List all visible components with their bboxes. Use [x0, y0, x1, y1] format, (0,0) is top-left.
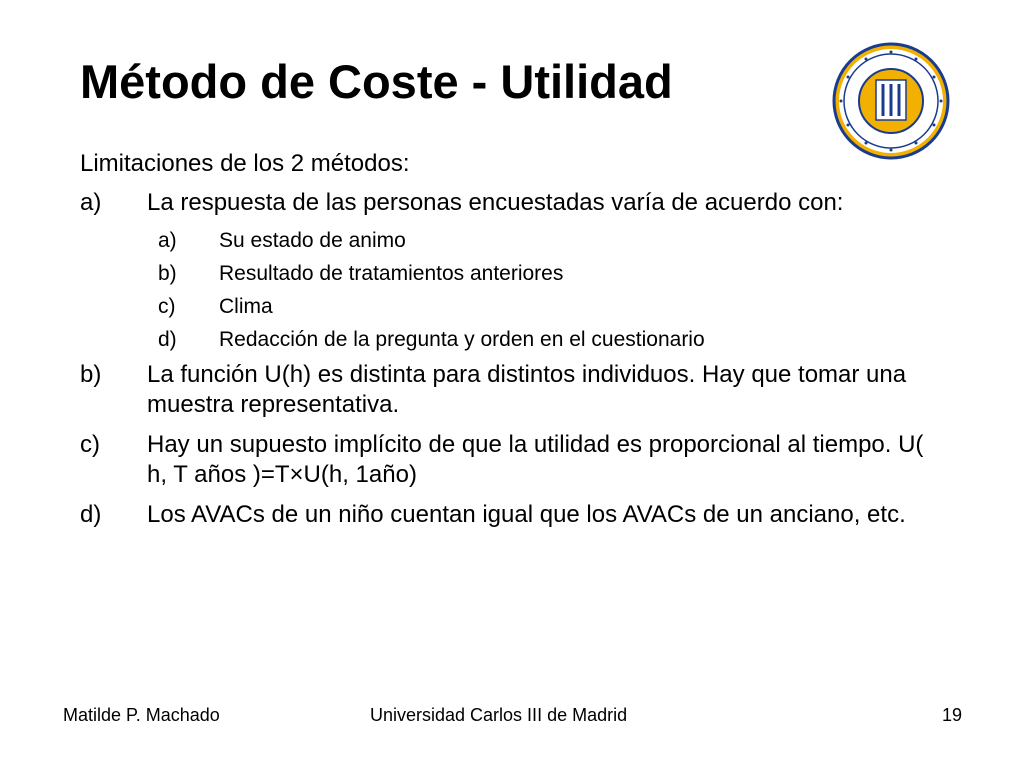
footer-page-number: 19: [941, 705, 962, 725]
slide-title: Método de Coste - Utilidad: [80, 55, 673, 108]
slide-body: [80, 150, 950, 540]
sublist-item-text: Redacción de la pregunta y orden en el cuestionario: [219, 328, 705, 351]
sublist-item-a: [158, 228, 950, 253]
sublist-marker: a): [158, 229, 177, 252]
list-item-text: La función U(h) es distinta para distintos individuos. Hay que tomar una muestra representativa.: [147, 361, 907, 418]
list-item-text: Los AVACs de un niño cuentan igual que los AVACs de un anciano, etc.: [147, 501, 906, 528]
sublist-marker: d): [158, 328, 177, 351]
intro-text: Limitaciones de los 2 métodos:: [80, 150, 410, 177]
list-marker: a): [80, 189, 102, 216]
list-item-text: Hay un supuesto implícito de que la utilidad es proporcional al tiempo. U( h, T años )=T×U(h, 1año): [147, 431, 924, 488]
sublist-item-text: Su estado de animo: [219, 229, 406, 252]
list-item-text: La respuesta de las personas encuestadas varía de acuerdo con:: [147, 189, 844, 216]
list-marker: c): [80, 431, 100, 458]
sublist-marker: c): [158, 295, 176, 318]
sublist-item-text: Clima: [219, 295, 273, 318]
sublist-marker: b): [158, 262, 177, 285]
sublist-item-c: [158, 294, 950, 319]
list-item-c: [80, 430, 950, 490]
list-marker: b): [80, 361, 102, 388]
university-seal-logo: [832, 42, 950, 160]
sublist-item-d: [158, 327, 950, 352]
footer-institution: Universidad Carlos III de Madrid: [370, 705, 628, 725]
list-marker: d): [80, 501, 102, 528]
sublist-item-b: [158, 261, 950, 286]
footer-author: Matilde P. Machado: [63, 705, 220, 725]
list-item-d: [80, 500, 950, 530]
list-item-a: [80, 188, 950, 218]
list-item-b: [80, 360, 950, 420]
sublist-item-text: Resultado de tratamientos anteriores: [219, 262, 564, 285]
